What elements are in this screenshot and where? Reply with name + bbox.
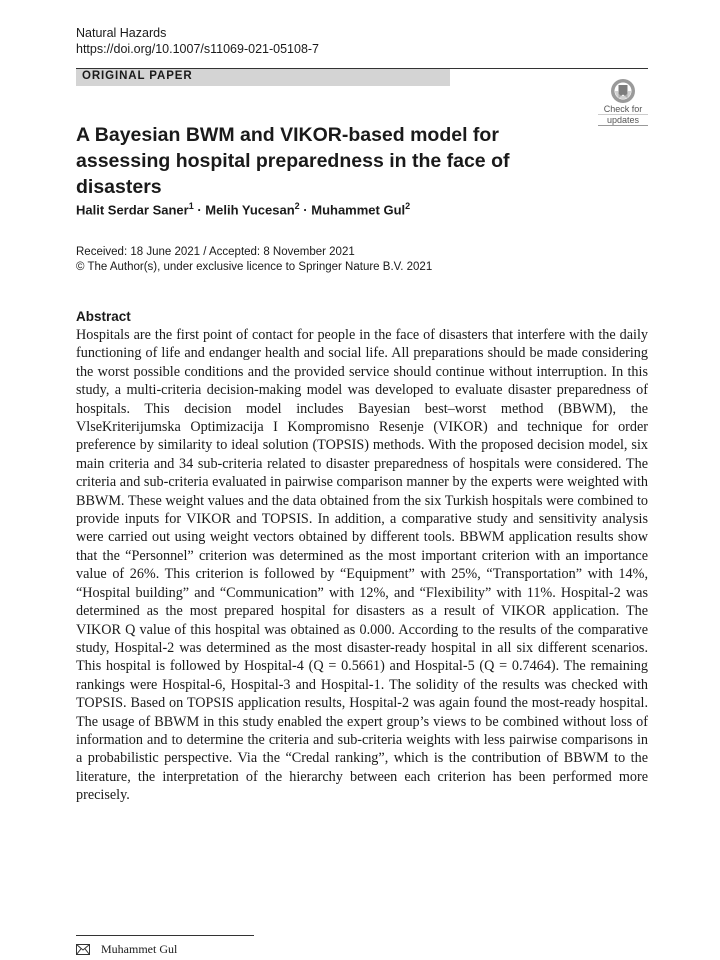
author-affiliation: 2 (294, 201, 300, 211)
journal-name: Natural Hazards (76, 26, 167, 40)
doi-link[interactable]: https://doi.org/10.1007/s11069-021-05108-7 (76, 42, 320, 56)
author-affiliation: 2 (405, 201, 411, 211)
author-name[interactable]: Melih Yucesan (205, 202, 295, 218)
author-separator: · (193, 202, 206, 218)
corresponding-author-name: Muhammet Gul (101, 942, 178, 956)
journal-header (76, 25, 319, 57)
check-for-label: Check for (603, 104, 643, 114)
author-separator: · (299, 202, 312, 218)
author-list (76, 201, 410, 217)
corresponding-author[interactable] (76, 942, 177, 957)
crossmark-icon (610, 78, 636, 104)
footnote-rule (76, 935, 254, 936)
abstract-heading: Abstract (76, 309, 131, 324)
check-for-updates-badge[interactable] (598, 78, 648, 126)
copyright-line: © The Author(s), under exclusive licence to Springer Nature B.V. 2021 (76, 261, 433, 273)
author-name[interactable]: Halit Serdar Saner (76, 202, 189, 218)
paper-title: A Bayesian BWM and VIKOR-based model for assessing hospital preparedness in the face of disasters (76, 124, 510, 198)
envelope-icon (76, 944, 90, 955)
paper-type-label: ORIGINAL PAPER (82, 70, 193, 82)
received-accepted-line: Received: 18 June 2021 / Accepted: 8 November 2021 (76, 246, 355, 258)
author-name[interactable]: Muhammet Gul (311, 202, 406, 218)
updates-label: updates (598, 114, 648, 126)
publication-dates (76, 245, 432, 275)
paper-type-bar (76, 69, 450, 86)
author-affiliation: 1 (188, 201, 194, 211)
abstract-text: Hospitals are the first point of contact for people in the face of disasters that interfere with the daily functioning of life and endanger health and social life. All preparations should be made considering the worst possible conditions and the provided service should continue without interruption. In this study, a multi-criteria decision-making model was developed to evaluate disaster preparedness of hospitals. This decision model includes Bayesian best–worst method (BBWM), the VlseKriterijumska Optimizacija I Kompromisno Resenje (VIKOR) and technique for order preference by similarity to ideal solution (TOPSIS) methods. With the proposed decision model, six main criteria and 34 sub-criteria related to disaster preparedness of hospitals were considered. The criteria and sub-criteria evaluated in pairwise comparison manner by the experts were weighted with BBWM. These weight values and the data obtained from the six Turkish hospitals were combined to provide inputs for VIKOR and TOPSIS. In addition, a comparative study and sensitivity analysis were carried out using weight vectors obtained by different tools. BBWM application results show that the “Personnel” criterion was determined as the most important criterion with an importance value of 26%. This criterion is followed by “Equipment” with 25%, “Transportation” with 14%, “Hospital building” and “Communication” with 12%, and “Flexibility” with 11%. Hospital-2 was determined as the most prepared hospital for disasters as a result of VIKOR application. The VIKOR Q value of this hospital was obtained as 0.000. According to the results of the comparative study, Hospital-2 was determined as the most disaster-ready hospital in all six different scenarios. This hospital is followed by Hospital-4 (Q = 0.5661) and Hospital-5 (Q = 0.7464). The remaining rankings were Hospital-6, Hospital-3 and Hospital-1. The solidity of the results was checked with TOPSIS. Based on TOPSIS application results, Hospital-2 was again found the most-ready hospital. The usage of BBWM in this study enabled the expert group’s views to be combined without loss of information and to determine the criteria and sub-criteria weights with less pairwise comparisons in a probabilistic perspective. Via the “Credal ranking”, which is the contribution of BBWM to the literature, the interpretation of the hierarchy between each criterion has been performed more precisely. (76, 327, 648, 804)
